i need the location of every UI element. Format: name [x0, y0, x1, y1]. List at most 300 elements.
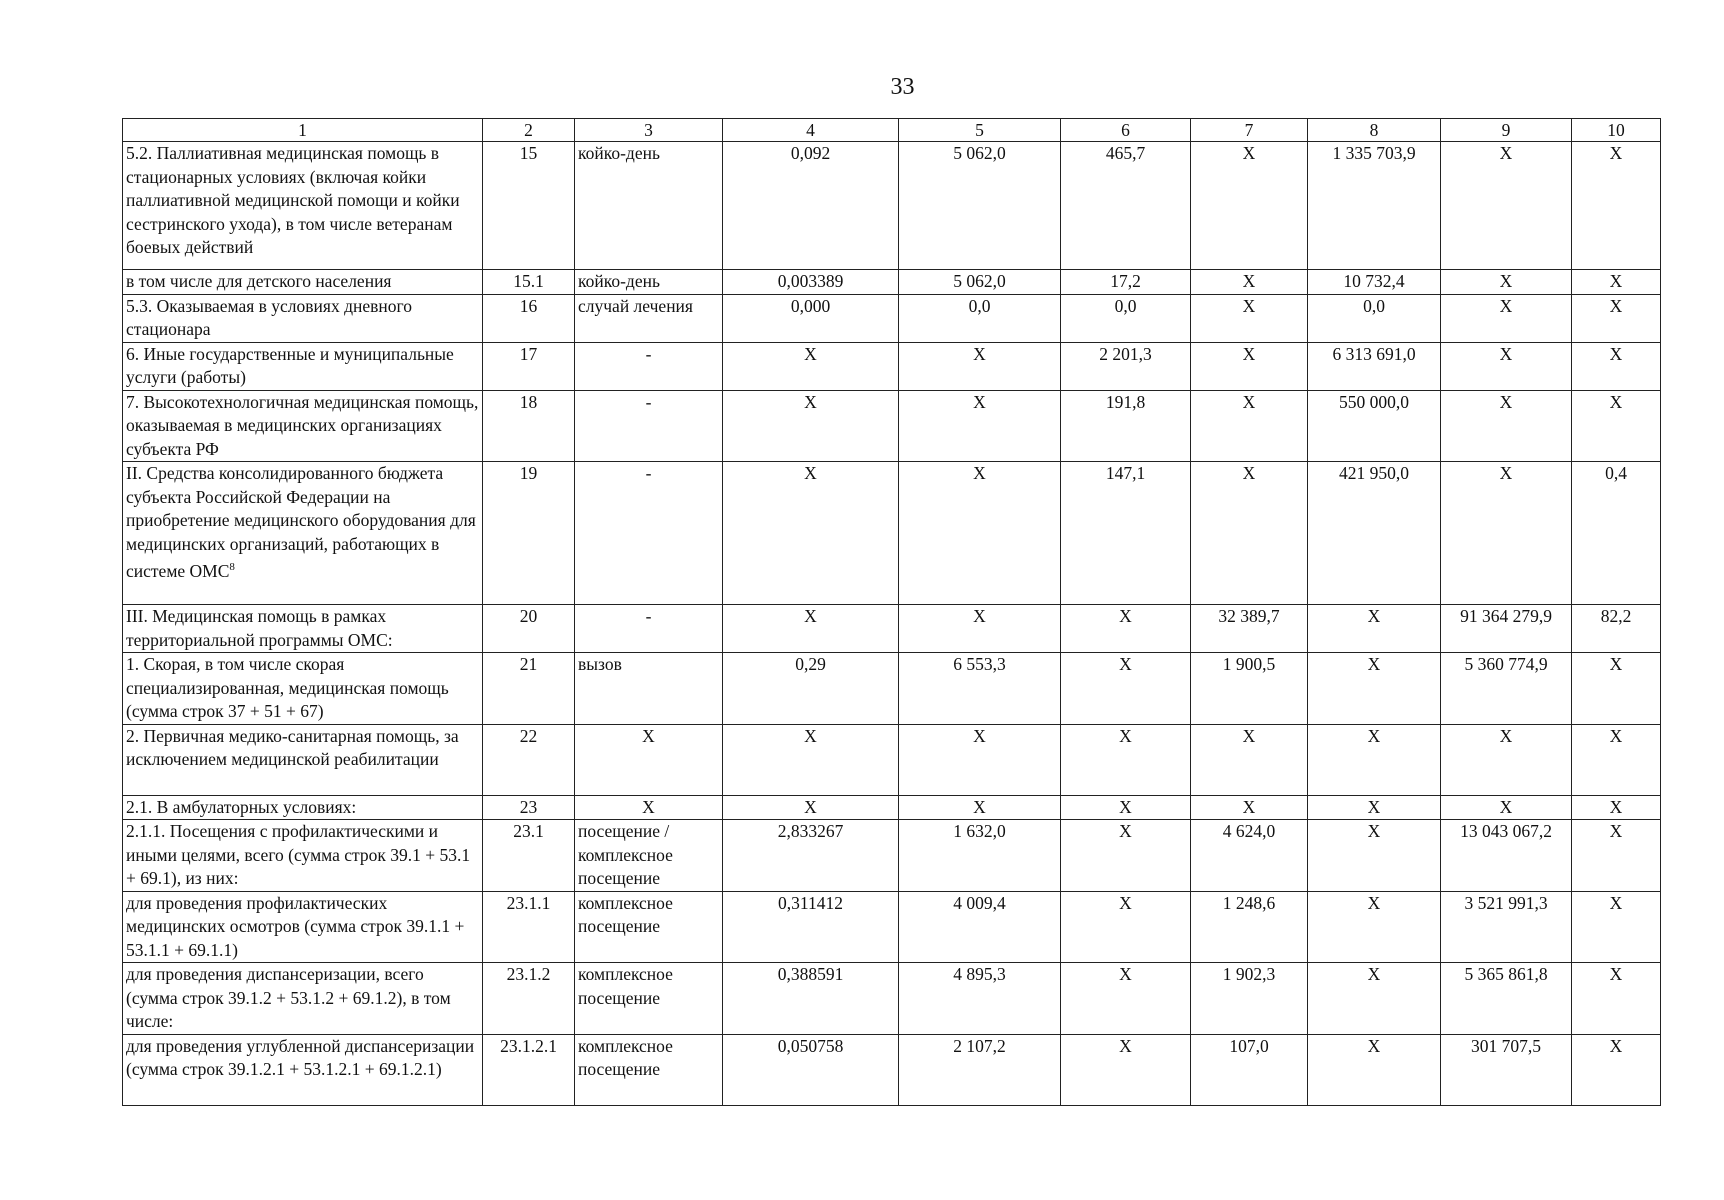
table-cell-col4: [723, 963, 899, 1035]
cell-text: 465,7: [1105, 143, 1146, 163]
cell-text: X: [1242, 725, 1256, 746]
cell-text: 32 389,7: [1218, 606, 1280, 626]
cell-text: X: [1609, 796, 1623, 817]
table-cell-col10: [1572, 963, 1661, 1035]
table-cell-col5: [899, 342, 1061, 390]
table-cell-col10: [1572, 342, 1661, 390]
table-cell-col7: [1191, 142, 1308, 270]
cell-text: X: [1609, 654, 1623, 674]
table-cell-col5: [899, 963, 1061, 1035]
cell-text: 5.2. Паллиативная медицинская помощь в стационарных условиях (включая койки паллиативной медицинской помощи и койки сестринского ухода), в том числе ветеранам боевых действий: [126, 143, 460, 257]
cell-text: X: [1609, 1035, 1623, 1056]
cell-text: 0,0: [1363, 295, 1385, 316]
cell-text: 22: [519, 725, 538, 746]
table-cell-col7: [1191, 342, 1308, 390]
cell-text: 301 707,5: [1471, 1035, 1541, 1056]
table-cell-col8: [1308, 724, 1441, 795]
cell-text: 23.1.2: [506, 964, 551, 984]
cell-text: комплексное посещение: [578, 964, 673, 1008]
table-cell-col9: [1441, 653, 1572, 725]
cell-text: 147,1: [1105, 463, 1146, 483]
table-row: [123, 1034, 1661, 1105]
cell-text: 15: [519, 143, 538, 163]
cell-text: X: [1242, 143, 1256, 163]
cell-text: 3 521 991,3: [1464, 892, 1548, 913]
table-cell-col4: [723, 142, 899, 270]
table-cell-col1: [123, 142, 483, 270]
cell-text: койко-день: [578, 143, 660, 163]
cell-text: X: [1609, 964, 1623, 984]
cell-text: 0,000: [790, 295, 831, 316]
table-cell-col9: [1441, 462, 1572, 605]
table-cell-col4: [723, 462, 899, 605]
table-cell-col10: [1572, 390, 1661, 462]
table-cell-col2: [483, 653, 575, 725]
table-cell-col1: [123, 820, 483, 892]
cell-text: для проведения диспансеризации, всего (сумма строк 39.1.2 + 53.1.2 + 69.1.2), в том числе:: [126, 964, 451, 1031]
table-row: [123, 342, 1661, 390]
table-row: [123, 653, 1661, 725]
cell-text: II. Средства консолидированного бюджета субъекта Российской Федерации на приобретение медицинского оборудования для медицинских организаций, работающих в системе ОМС: [126, 463, 476, 581]
table-cell-col2: [483, 724, 575, 795]
cell-text: посещение / комплексное посещение: [578, 821, 673, 888]
cell-text: 107,0: [1229, 1035, 1269, 1056]
table-cell-col5: [899, 462, 1061, 605]
table-cell-col7: [1191, 1034, 1308, 1105]
cell-text: X: [1499, 295, 1513, 316]
cell-text: 1 335 703,9: [1332, 143, 1416, 163]
cell-text: X: [804, 606, 817, 626]
table-cell-col8: [1308, 142, 1441, 270]
table-body: [123, 142, 1661, 1106]
cell-text: X: [1367, 606, 1381, 626]
table-cell-col4: [723, 605, 899, 653]
table-cell-col3: [575, 963, 723, 1035]
table-cell-col6: [1061, 462, 1191, 605]
cell-text: для проведения углубленной диспансеризации (сумма строк 39.1.2.1 + 53.1.2.1 + 69.1.2.1): [126, 1035, 475, 1079]
table-cell-col8: [1308, 795, 1441, 820]
table-cell-col1: [123, 605, 483, 653]
table-cell-col8: [1308, 605, 1441, 653]
table-cell-col2: [483, 142, 575, 270]
table-cell-col5: [899, 724, 1061, 795]
table-cell-col10: [1572, 653, 1661, 725]
cell-text: X: [1242, 343, 1256, 364]
table-row: [123, 795, 1661, 820]
cell-text: X: [1367, 964, 1381, 984]
table-row: [123, 270, 1661, 295]
cell-text: вызов: [578, 654, 622, 674]
cell-text: X: [1367, 654, 1381, 674]
cell-text: X: [1242, 391, 1256, 412]
table-cell-col1: [123, 653, 483, 725]
cell-text: X: [804, 343, 817, 364]
table-cell-col5: [899, 270, 1061, 295]
table-cell-col10: [1572, 270, 1661, 295]
cell-text: 191,8: [1105, 391, 1146, 412]
table-cell-col1: [123, 270, 483, 295]
cell-text: X: [1499, 343, 1513, 364]
cell-text: 2.1.1. Посещения с профилактическими и иными целями, всего (сумма строк 39.1 + 53.1 + 69.1), из них:: [126, 821, 471, 888]
table-row: [123, 891, 1661, 963]
cell-text: X: [1119, 654, 1132, 674]
cell-text: 2 107,2: [953, 1035, 1006, 1056]
cell-text: X: [642, 796, 655, 817]
data-table: [122, 118, 1661, 1106]
table-cell-col3: [575, 294, 723, 342]
table-cell-col2: [483, 891, 575, 963]
table-cell-col2: [483, 820, 575, 892]
cell-text: X: [1119, 821, 1132, 841]
table-cell-col1: [123, 724, 483, 795]
header-cell: 10: [1572, 119, 1661, 142]
cell-text: комплексное посещение: [578, 1035, 673, 1079]
table-row: [123, 294, 1661, 342]
cell-text: X: [1609, 391, 1623, 412]
table-cell-col7: [1191, 963, 1308, 1035]
cell-text: X: [1242, 271, 1256, 291]
table-cell-col10: [1572, 820, 1661, 892]
cell-text: 2 201,3: [1099, 343, 1152, 364]
cell-text: 4 009,4: [953, 892, 1006, 913]
table-cell-col1: [123, 1034, 483, 1105]
table-cell-col9: [1441, 1034, 1572, 1105]
cell-text: 19: [519, 463, 538, 483]
table-cell-col9: [1441, 724, 1572, 795]
table-cell-col7: [1191, 795, 1308, 820]
table-cell-col10: [1572, 1034, 1661, 1105]
cell-text: X: [1609, 821, 1623, 841]
table-cell-col5: [899, 820, 1061, 892]
table-cell-col4: [723, 653, 899, 725]
table-cell-col8: [1308, 653, 1441, 725]
cell-text: 0,003389: [777, 271, 844, 291]
table-cell-col3: [575, 270, 723, 295]
cell-text: 23.1.2.1: [500, 1035, 557, 1056]
table-cell-col1: [123, 342, 483, 390]
cell-text: X: [804, 725, 817, 746]
cell-text: X: [1499, 725, 1513, 746]
table-cell-col5: [899, 390, 1061, 462]
table-cell-col7: [1191, 462, 1308, 605]
cell-text: X: [1367, 725, 1381, 746]
cell-text: X: [973, 725, 986, 746]
table-cell-col2: [483, 390, 575, 462]
cell-text: X: [1119, 964, 1132, 984]
cell-text: X: [1367, 821, 1381, 841]
table-cell-col4: [723, 1034, 899, 1105]
table-cell-col3: [575, 820, 723, 892]
cell-text: X: [804, 796, 817, 817]
table-cell-col6: [1061, 820, 1191, 892]
table-cell-col7: [1191, 891, 1308, 963]
cell-text: 0,0: [968, 295, 991, 316]
cell-text: 10 732,4: [1343, 271, 1405, 291]
header-cell: 4: [723, 119, 899, 142]
cell-text: X: [1609, 343, 1623, 364]
table-cell-col7: [1191, 820, 1308, 892]
cell-text: X: [1609, 892, 1623, 913]
cell-text: 0,092: [790, 143, 831, 163]
table-cell-col5: [899, 1034, 1061, 1105]
table-cell-col6: [1061, 891, 1191, 963]
cell-text: X: [1609, 143, 1623, 163]
cell-text: 421 950,0: [1339, 463, 1409, 483]
cell-text: X: [1499, 463, 1513, 483]
table-cell-col4: [723, 270, 899, 295]
table-cell-col5: [899, 605, 1061, 653]
table-cell-col10: [1572, 891, 1661, 963]
table-cell-col1: [123, 294, 483, 342]
header-cell: 5: [899, 119, 1061, 142]
cell-text: -: [645, 343, 652, 364]
cell-text: 23.1: [513, 821, 544, 841]
table-cell-col7: [1191, 390, 1308, 462]
table-cell-col2: [483, 294, 575, 342]
table-cell-col9: [1441, 795, 1572, 820]
table-cell-col7: [1191, 724, 1308, 795]
header-cell: 9: [1441, 119, 1572, 142]
table-cell-col4: [723, 820, 899, 892]
table-cell-col6: [1061, 724, 1191, 795]
table-cell-col8: [1308, 963, 1441, 1035]
cell-text: X: [1119, 796, 1132, 817]
cell-text: X: [642, 725, 655, 746]
cell-text: X: [804, 463, 817, 483]
cell-text: 4 624,0: [1222, 821, 1276, 841]
cell-text: 91 364 279,9: [1460, 606, 1552, 626]
table-cell-col2: [483, 342, 575, 390]
table-cell-col10: [1572, 795, 1661, 820]
table-cell-col2: [483, 795, 575, 820]
cell-text: 5 360 774,9: [1464, 654, 1548, 674]
table-cell-col5: [899, 294, 1061, 342]
table-cell-col1: [123, 390, 483, 462]
cell-text: 0,311412: [778, 892, 843, 913]
table-cell-col10: [1572, 605, 1661, 653]
cell-text: 15.1: [513, 271, 544, 291]
table-cell-col3: [575, 605, 723, 653]
cell-text: 0,4: [1605, 463, 1627, 483]
table-cell-col8: [1308, 891, 1441, 963]
cell-text: 6. Иные государственные и муниципальные услуги (работы): [126, 343, 454, 387]
table-cell-col6: [1061, 605, 1191, 653]
table-cell-col6: [1061, 142, 1191, 270]
cell-text: X: [973, 463, 986, 483]
cell-text: 0,050758: [777, 1035, 844, 1056]
table-cell-col8: [1308, 462, 1441, 605]
cell-text: X: [973, 343, 986, 364]
table-cell-col3: [575, 891, 723, 963]
table-cell-col2: [483, 270, 575, 295]
cell-text: X: [1367, 796, 1381, 817]
header-cell: 2: [483, 119, 575, 142]
cell-text: 23.1.1: [506, 892, 551, 913]
cell-text: X: [973, 391, 986, 412]
table-cell-col7: [1191, 605, 1308, 653]
table-cell-col3: [575, 342, 723, 390]
table-cell-col1: [123, 891, 483, 963]
cell-text: 20: [519, 606, 538, 626]
cell-text: 2. Первичная медико-санитарная помощь, за исключением медицинской реабилитации: [126, 725, 459, 769]
table-cell-col4: [723, 294, 899, 342]
cell-text: 1. Скорая, в том числе скорая специализированная, медицинская помощь (сумма строк 37 + 51 + 67): [126, 654, 449, 721]
cell-text: 23: [519, 796, 538, 817]
cell-text: X: [1367, 892, 1381, 913]
table-cell-col3: [575, 653, 723, 725]
cell-text: комплексное посещение: [578, 892, 673, 936]
table-row: [123, 820, 1661, 892]
cell-text: III. Медицинская помощь в рамках территориальной программы ОМС:: [126, 606, 393, 650]
table-cell-col8: [1308, 820, 1441, 892]
table-cell-col9: [1441, 342, 1572, 390]
cell-text: 13 043 067,2: [1460, 821, 1552, 841]
cell-text: X: [804, 391, 817, 412]
cell-text: 5 365 861,8: [1464, 964, 1548, 984]
table-cell-col9: [1441, 390, 1572, 462]
table-cell-col6: [1061, 795, 1191, 820]
table-cell-col6: [1061, 390, 1191, 462]
cell-text: 5 062,0: [953, 271, 1006, 291]
table-cell-col6: [1061, 270, 1191, 295]
table-cell-col6: [1061, 294, 1191, 342]
table-cell-col9: [1441, 142, 1572, 270]
cell-text: 0,388591: [777, 964, 844, 984]
cell-text: X: [1609, 295, 1623, 316]
cell-text: 6 553,3: [953, 654, 1006, 674]
cell-text: X: [973, 796, 986, 817]
table-cell-col3: [575, 390, 723, 462]
cell-text: 18: [519, 391, 538, 412]
table-cell-col3: [575, 724, 723, 795]
cell-text: X: [1499, 143, 1513, 163]
table-cell-col2: [483, 963, 575, 1035]
table-cell-col2: [483, 605, 575, 653]
cell-text: X: [1609, 271, 1623, 291]
table-cell-col4: [723, 891, 899, 963]
cell-text: -: [645, 606, 652, 626]
cell-text: X: [1242, 295, 1256, 316]
header-cell: 6: [1061, 119, 1191, 142]
table-cell-col8: [1308, 390, 1441, 462]
table-cell-col1: [123, 795, 483, 820]
table-cell-col7: [1191, 653, 1308, 725]
cell-text: 1 902,3: [1222, 964, 1276, 984]
cell-text: X: [1119, 725, 1132, 746]
footnote-marker: 8: [229, 561, 235, 573]
table-cell-col8: [1308, 342, 1441, 390]
table-cell-col5: [899, 795, 1061, 820]
header-cell: 8: [1308, 119, 1441, 142]
table-cell-col4: [723, 342, 899, 390]
table-cell-col2: [483, 1034, 575, 1105]
cell-text: койко-день: [578, 271, 660, 291]
cell-text: 16: [519, 295, 538, 316]
page-number: 33: [890, 74, 915, 100]
table-cell-col5: [899, 891, 1061, 963]
cell-text: в том числе для детского населения: [126, 271, 392, 291]
cell-text: для проведения профилактических медицинских осмотров (сумма строк 39.1.1 + 53.1.1 + 69.1.1): [126, 892, 465, 960]
cell-text: X: [1242, 463, 1256, 483]
table-row: [123, 724, 1661, 795]
cell-text: случай лечения: [578, 295, 693, 316]
cell-text: X: [1242, 796, 1256, 817]
table-cell-col9: [1441, 963, 1572, 1035]
table-cell-col7: [1191, 294, 1308, 342]
cell-text: 2,833267: [777, 821, 844, 841]
table-cell-col9: [1441, 270, 1572, 295]
table-cell-col4: [723, 724, 899, 795]
cell-text: X: [1499, 271, 1513, 291]
cell-text: 5.3. Оказываемая в условиях дневного стационара: [126, 295, 412, 339]
table-cell-col3: [575, 795, 723, 820]
table-cell-col4: [723, 390, 899, 462]
cell-text: X: [1609, 725, 1623, 746]
table-cell-col8: [1308, 270, 1441, 295]
table-cell-col6: [1061, 1034, 1191, 1105]
table-header-row: [123, 119, 1661, 142]
table-cell-col6: [1061, 963, 1191, 1035]
cell-text: 7. Высокотехнологичная медицинская помощь, оказываемая в медицинских организациях субъекта РФ: [126, 391, 479, 459]
header-cell: 7: [1191, 119, 1308, 142]
cell-text: 4 895,3: [953, 964, 1006, 984]
table-cell-col10: [1572, 724, 1661, 795]
table-cell-col8: [1308, 294, 1441, 342]
cell-text: -: [645, 463, 652, 483]
table-cell-col6: [1061, 653, 1191, 725]
cell-text: 0,29: [795, 654, 826, 674]
header-cell: 1: [123, 119, 483, 142]
table-cell-col4: [723, 795, 899, 820]
table-cell-col3: [575, 142, 723, 270]
table-row: [123, 462, 1661, 605]
table-cell-col10: [1572, 462, 1661, 605]
table-cell-col7: [1191, 270, 1308, 295]
table-cell-col9: [1441, 891, 1572, 963]
table-cell-col3: [575, 1034, 723, 1105]
cell-text: 5 062,0: [953, 143, 1006, 163]
table-row: [123, 142, 1661, 270]
header-cell: 3: [575, 119, 723, 142]
table-cell-col9: [1441, 820, 1572, 892]
cell-text: 0,0: [1114, 295, 1137, 316]
cell-text: 1 248,6: [1222, 892, 1276, 913]
cell-text: X: [973, 606, 986, 626]
cell-text: X: [1499, 391, 1513, 412]
table-row: [123, 963, 1661, 1035]
table-cell-col5: [899, 142, 1061, 270]
table-cell-col8: [1308, 1034, 1441, 1105]
table-cell-col2: [483, 462, 575, 605]
table-cell-col10: [1572, 142, 1661, 270]
table-row: [123, 390, 1661, 462]
cell-text: 1 632,0: [953, 821, 1006, 841]
table-cell-col10: [1572, 294, 1661, 342]
table-cell-col5: [899, 653, 1061, 725]
cell-text: X: [1499, 796, 1513, 817]
cell-text: 2.1. В амбулаторных условиях:: [126, 796, 357, 817]
table-cell-col1: [123, 462, 483, 605]
cell-text: 17,2: [1110, 271, 1141, 291]
cell-text: X: [1119, 606, 1132, 626]
cell-text: 6 313 691,0: [1332, 343, 1416, 364]
cell-text: 550 000,0: [1339, 391, 1409, 412]
table-cell-col3: [575, 462, 723, 605]
cell-text: X: [1367, 1035, 1381, 1056]
table-cell-col9: [1441, 294, 1572, 342]
table-row: [123, 605, 1661, 653]
cell-text: 82,2: [1600, 606, 1632, 626]
